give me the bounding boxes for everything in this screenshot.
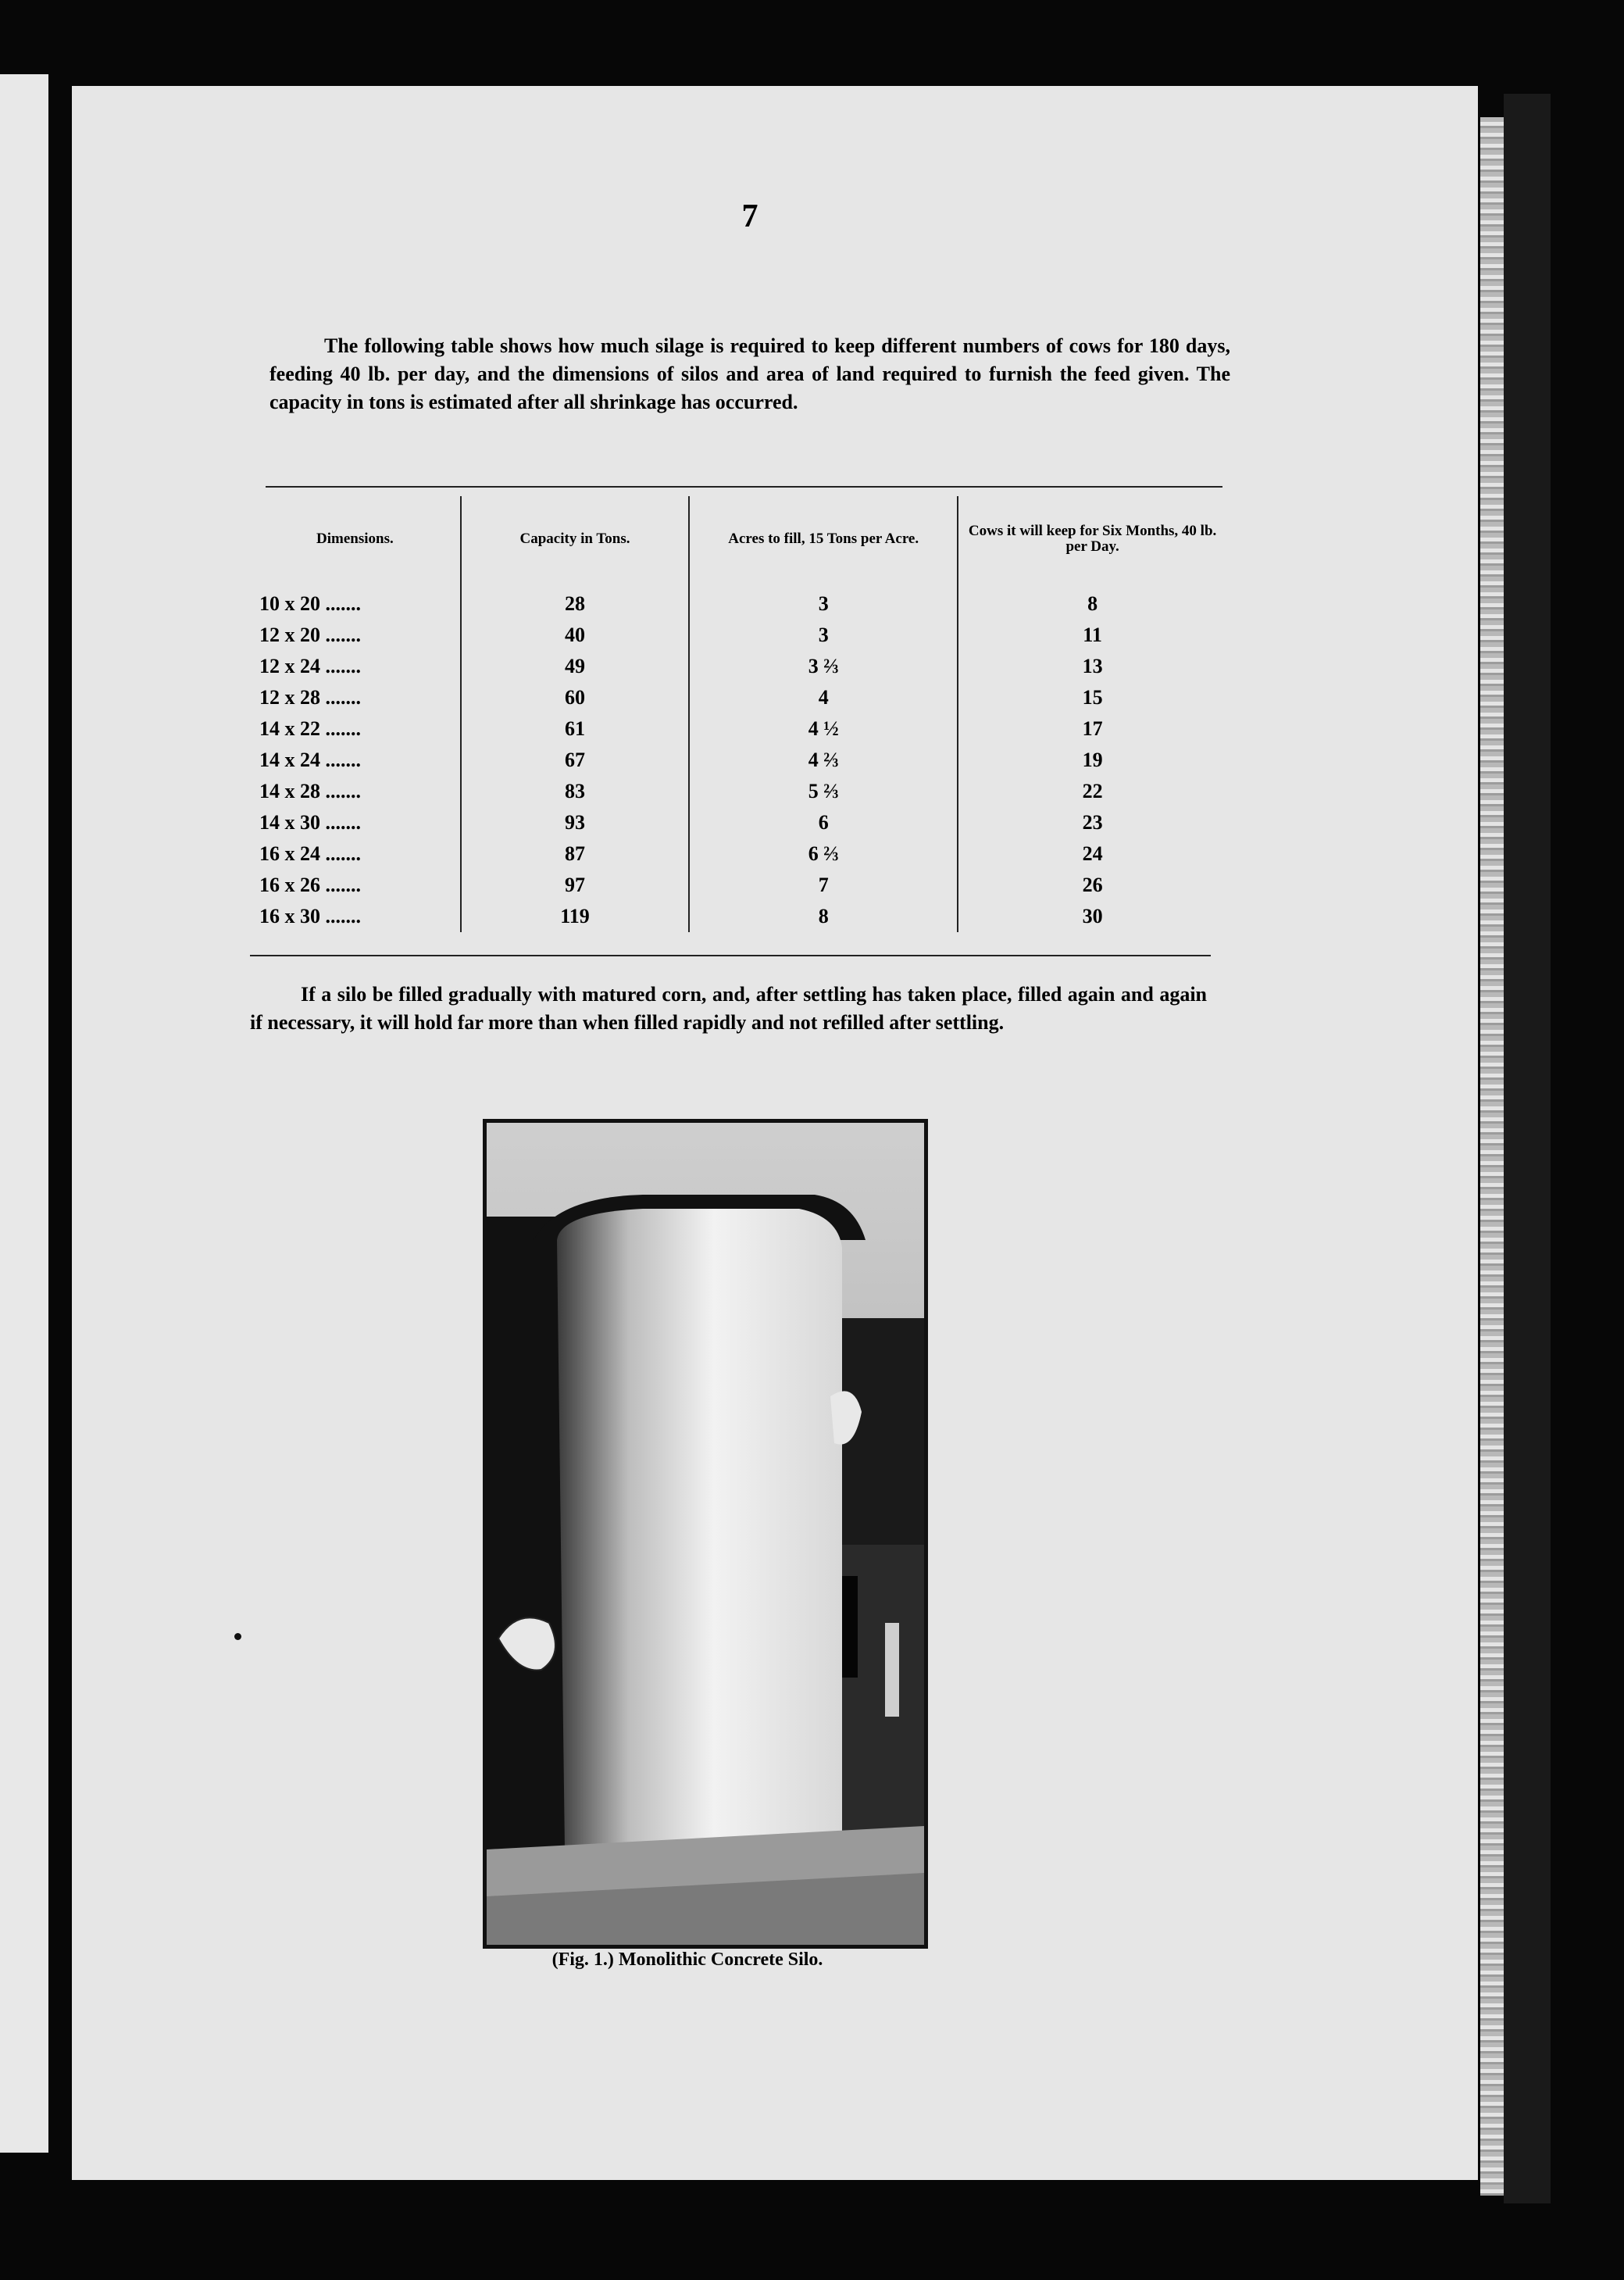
- cell-dimensions: 14 x 24 .......: [250, 745, 461, 776]
- table-bottom-rule: [250, 955, 1211, 956]
- table-row: [250, 870, 1226, 901]
- cell-capacity: 61: [461, 713, 689, 745]
- table-header-row: [250, 496, 1226, 582]
- cell-dimensions: 14 x 28 .......: [250, 776, 461, 807]
- margin-dot: [234, 1633, 241, 1640]
- table-row: [250, 807, 1226, 838]
- cell-acres: 3: [689, 582, 958, 620]
- cell-dimensions: 12 x 20 .......: [250, 620, 461, 651]
- cell-dimensions: 16 x 24 .......: [250, 838, 461, 870]
- book-cover-edge: [1504, 94, 1551, 2203]
- table-top-rule: [266, 486, 1222, 488]
- table-row: [250, 713, 1226, 745]
- page-number: 7: [741, 198, 758, 234]
- cell-dimensions: 14 x 30 .......: [250, 807, 461, 838]
- silo-illustration: [487, 1123, 924, 1945]
- cell-acres: 3 ⅔: [689, 651, 958, 682]
- table-body: [250, 582, 1226, 932]
- cell-acres: 6 ⅔: [689, 838, 958, 870]
- cell-acres: 3: [689, 620, 958, 651]
- cell-acres: 4: [689, 682, 958, 713]
- cell-capacity: 97: [461, 870, 689, 901]
- cell-capacity: 83: [461, 776, 689, 807]
- table-row: [250, 838, 1226, 870]
- cell-capacity: 119: [461, 901, 689, 932]
- table-row: [250, 776, 1226, 807]
- cell-cows: 13: [1082, 655, 1103, 677]
- page-stack-edge: [1480, 117, 1504, 2196]
- cell-acres: 6: [689, 807, 958, 838]
- cell-acres: 4 ½: [689, 713, 958, 745]
- cell-cows: 15: [1082, 686, 1103, 709]
- table-row: [250, 745, 1226, 776]
- cell-capacity: 93: [461, 807, 689, 838]
- cell-cows: 19: [1082, 749, 1103, 771]
- table-row: [250, 901, 1226, 932]
- column-header-dimensions: Dimensions.: [250, 496, 461, 582]
- cell-dimensions: 14 x 22 .......: [250, 713, 461, 745]
- cell-dimensions: 12 x 24 .......: [250, 651, 461, 682]
- cell-acres: 4 ⅔: [689, 745, 958, 776]
- cell-capacity: 40: [461, 620, 689, 651]
- cell-cows: 24: [1082, 842, 1103, 865]
- cell-dimensions: 16 x 26 .......: [250, 870, 461, 901]
- cell-dimensions: 12 x 28 .......: [250, 682, 461, 713]
- cell-capacity: 60: [461, 682, 689, 713]
- column-header-acres: Acres to fill, 15 Tons per Acre.: [689, 496, 958, 582]
- cell-cows: 11: [1083, 624, 1102, 646]
- cell-capacity: 67: [461, 745, 689, 776]
- cell-cows: 22: [1082, 780, 1103, 802]
- column-header-capacity: Capacity in Tons.: [461, 496, 689, 582]
- cell-acres: 5 ⅔: [689, 776, 958, 807]
- cell-cows: 26: [1082, 874, 1103, 896]
- cell-capacity: 49: [461, 651, 689, 682]
- figure-caption: (Fig. 1.) Monolithic Concrete Silo.: [551, 1949, 823, 1970]
- cell-acres: 7: [689, 870, 958, 901]
- cell-capacity: 87: [461, 838, 689, 870]
- cell-cows: 30: [1082, 905, 1103, 927]
- cell-capacity: 28: [461, 582, 689, 620]
- cell-dimensions: 16 x 30 .......: [250, 901, 461, 932]
- table-row: [250, 582, 1226, 620]
- cell-cows: 8: [1087, 592, 1098, 615]
- table-row: [250, 620, 1226, 651]
- table-row: [250, 651, 1226, 682]
- cell-dimensions: 10 x 20 .......: [250, 582, 461, 620]
- cell-cows: 23: [1082, 811, 1103, 834]
- closing-paragraph: If a silo be filled gradually with matured corn, and, after settling has taken place, filled again and again if necessary, it will hold far more than when filled rapidly and not refilled after settling.: [250, 983, 1207, 1034]
- cell-acres: 8: [689, 901, 958, 932]
- silo-photograph: [483, 1119, 928, 1949]
- column-header-cows: Cows it will keep for Six Months, 40 lb. per Day.: [968, 523, 1217, 555]
- table-row: [250, 682, 1226, 713]
- intro-paragraph: The following table shows how much silage is required to keep different numbers of cows for 180 days, feeding 40 lb. per day, and the dimensions of silos and area of land required to furnish the feed given. The capacity in tons is estimated after all shrinkage has occurred.: [269, 334, 1230, 413]
- silo-table: [250, 496, 1226, 932]
- cell-cows: 17: [1082, 717, 1103, 740]
- adjacent-page-edge: [0, 74, 48, 2153]
